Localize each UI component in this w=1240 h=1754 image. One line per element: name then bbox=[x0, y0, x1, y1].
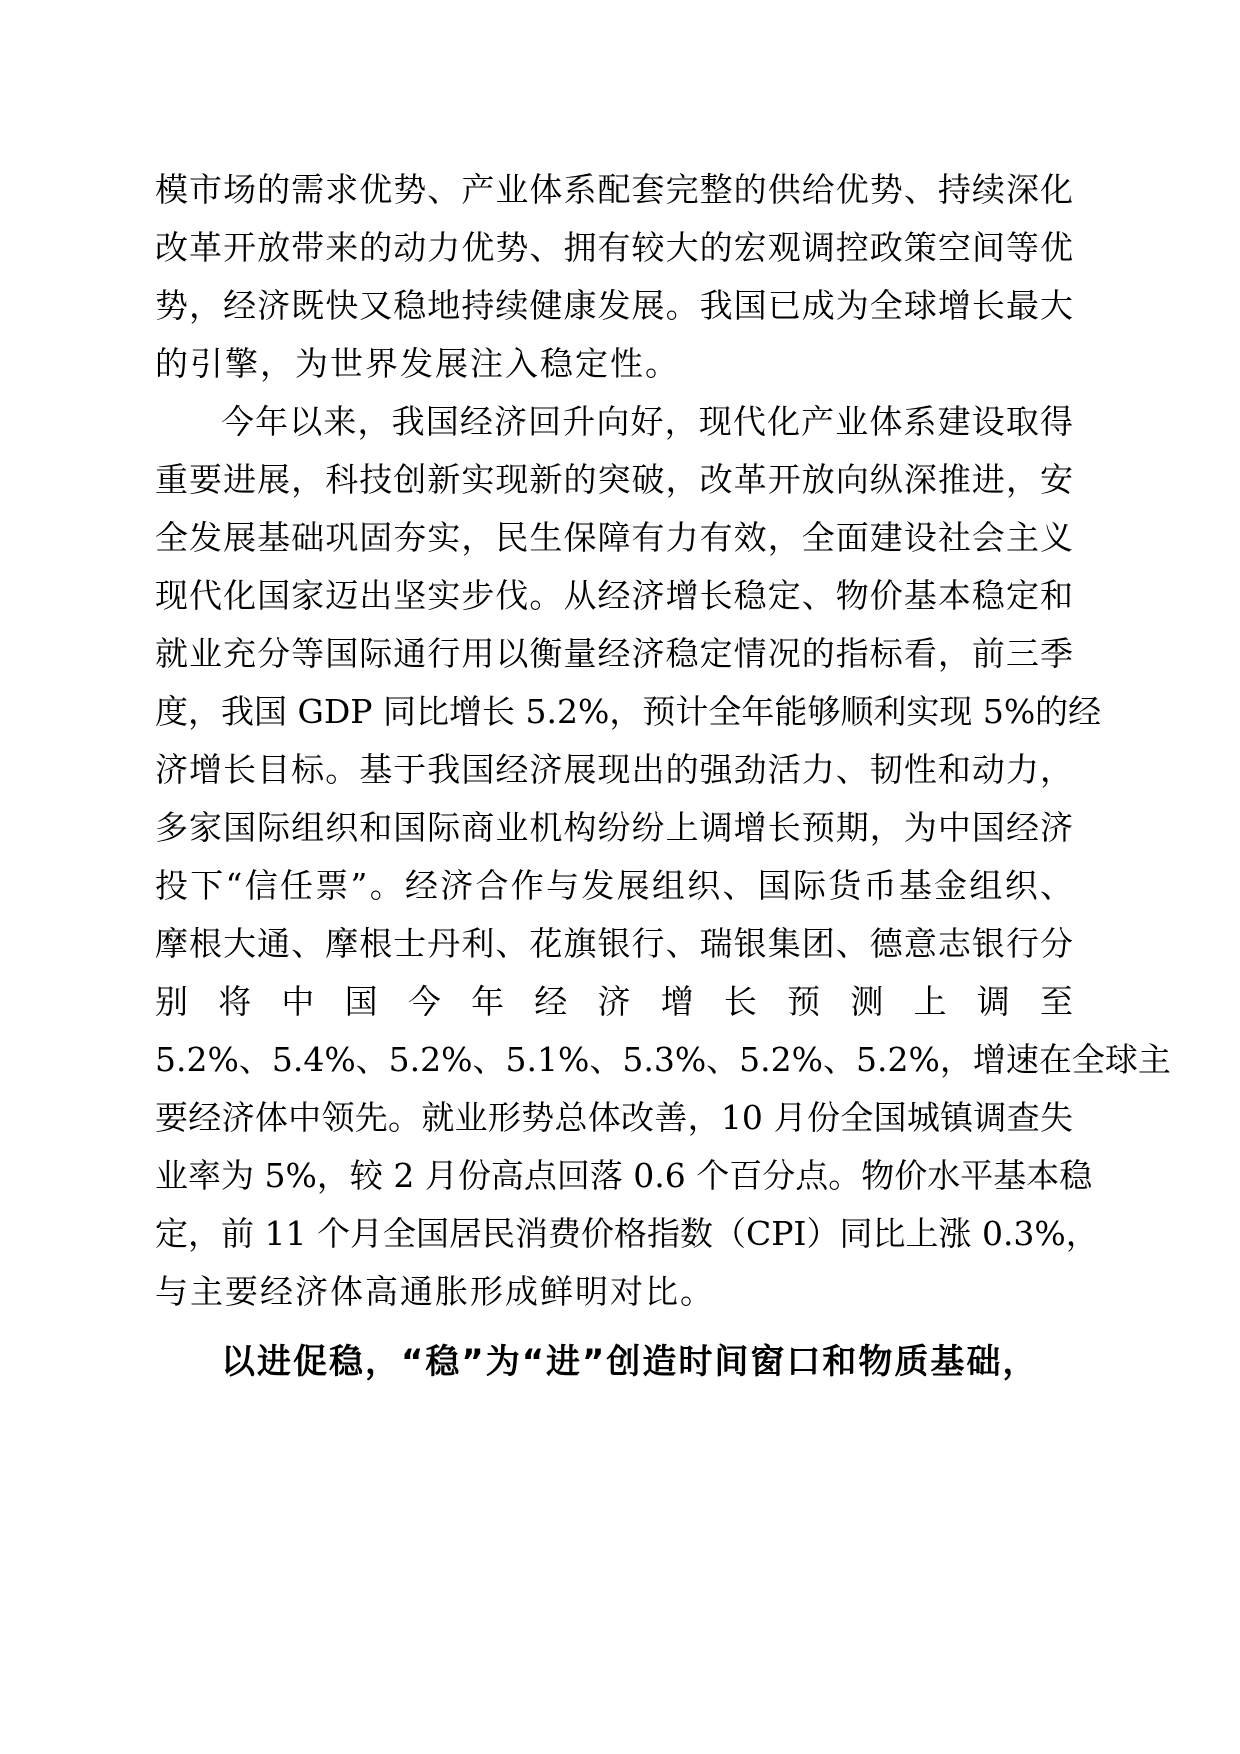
section-heading: 以进促稳，“稳”为“进”创造时间窗口和物质基础， bbox=[221, 1342, 1039, 1382]
paragraph-line: 定，前 11 个月全国居民消费价格指数（CPI）同比上涨 0.3%， bbox=[155, 1214, 1099, 1253]
paragraph-line: 今年以来，我国经济回升向好，现代化产业体系建设取得 bbox=[221, 402, 1073, 441]
paragraph-line-spread: 别将中国今年经济增长预测上调至 bbox=[155, 982, 1073, 1021]
paragraph-line: 摩根大通、摩根士丹利、花旗银行、瑞银集团、德意志银行分 bbox=[155, 924, 1073, 963]
paragraph-line: 改革开放带来的动力优势、拥有较大的宏观调控政策空间等优 bbox=[155, 228, 1073, 267]
paragraph-line: 全发展基础巩固夯实，民生保障有力有效，全面建设社会主义 bbox=[155, 518, 1073, 557]
paragraph-line: 度，我国 GDP 同比增长 5.2%，预计全年能够顺利实现 5%的经 bbox=[155, 692, 1102, 731]
paragraph-line: 的引擎，为世界发展注入稳定性。 bbox=[155, 344, 680, 383]
paragraph-line: 现代化国家迈出坚实步伐。从经济增长稳定、物价基本稳定和 bbox=[155, 576, 1073, 615]
paragraph-line: 投下“信任票”。经济合作与发展组织、国际货币基金组织、 bbox=[155, 866, 1073, 905]
paragraph-line: 与主要经济体高通胀形成鲜明对比。 bbox=[155, 1272, 715, 1311]
paragraph-line: 5.2%、5.4%、5.2%、5.1%、5.3%、5.2%、5.2%，增速在全球主 bbox=[155, 1040, 1171, 1079]
paragraph-line: 势，经济既快又稳地持续健康发展。我国已成为全球增长最大 bbox=[155, 286, 1073, 325]
paragraph-line: 重要进展，科技创新实现新的突破，改革开放向纵深推进，安 bbox=[155, 460, 1073, 499]
paragraph-line: 济增长目标。基于我国经济展现出的强劲活力、韧性和动力， bbox=[155, 750, 1073, 789]
paragraph-line: 要经济体中领先。就业形势总体改善，10 月份全国城镇调查失 bbox=[155, 1098, 1073, 1137]
paragraph-line: 就业充分等国际通行用以衡量经济稳定情况的指标看，前三季 bbox=[155, 634, 1073, 673]
paragraph-line: 模市场的需求优势、产业体系配套完整的供给优势、持续深化 bbox=[155, 170, 1073, 209]
paragraph-line: 业率为 5%，较 2 月份高点回落 0.6 个百分点。物价水平基本稳 bbox=[155, 1156, 1093, 1195]
paragraph-line: 多家国际组织和国际商业机构纷纷上调增长预期，为中国经济 bbox=[155, 808, 1073, 847]
